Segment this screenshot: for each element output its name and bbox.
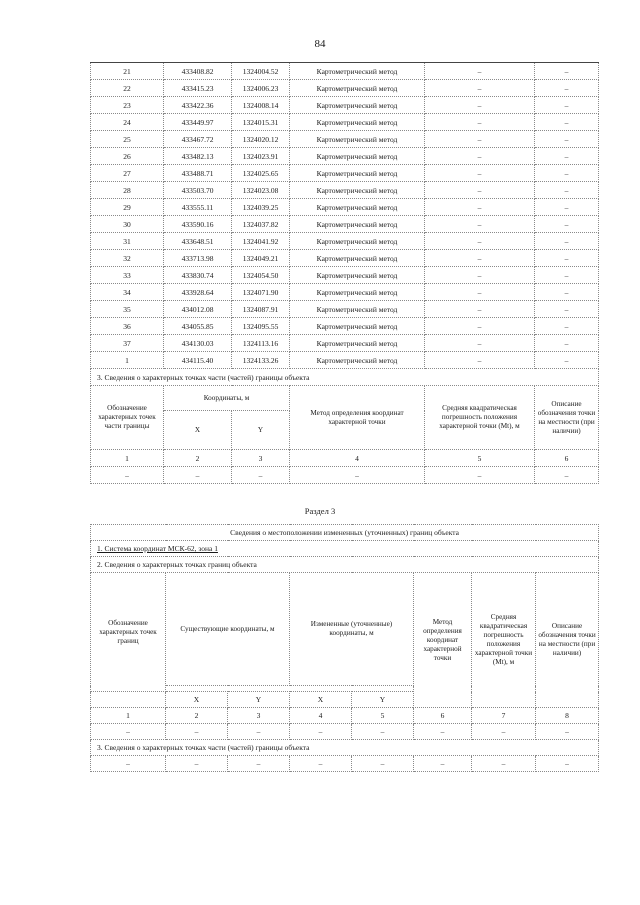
table-cell: Картометрический метод: [290, 352, 425, 369]
col-number: 1: [91, 708, 166, 724]
table-cell: Картометрический метод: [290, 80, 425, 97]
table-cell: 1324020.12: [232, 131, 290, 148]
table-cell: –: [425, 131, 535, 148]
col-number: 2: [164, 450, 232, 467]
table-cell: –: [352, 756, 414, 772]
header-method: Метод определения координат характерной точки: [290, 386, 425, 450]
col-number: 5: [352, 708, 414, 724]
table-cell: 26: [91, 148, 164, 165]
header-changed-coords: Измененные (уточненные) координаты, м: [290, 573, 414, 686]
table-cell: –: [535, 301, 599, 318]
table-cell: 24: [91, 114, 164, 131]
header-blank: [91, 692, 166, 708]
table-cell: 1324049.21: [232, 250, 290, 267]
table-cell: –: [535, 148, 599, 165]
col-number: 8: [536, 708, 599, 724]
table-cell: 31: [91, 233, 164, 250]
col-number: 5: [425, 450, 535, 467]
header-y: Y: [352, 692, 414, 708]
empty-row: [91, 756, 599, 772]
table-cell: 23: [91, 97, 164, 114]
part-note: 3. Сведения о характерных точках части (частей) границы объекта: [91, 740, 599, 756]
table-row: [91, 284, 599, 301]
table-cell: –: [290, 756, 352, 772]
col-number: 7: [472, 708, 536, 724]
table-row: [91, 114, 599, 131]
table-cell: –: [472, 724, 536, 740]
table-row: [91, 216, 599, 233]
table-cell: 1324037.82: [232, 216, 290, 233]
table-cell: 433555.11: [164, 199, 232, 216]
table-cell: 433928.64: [164, 284, 232, 301]
table-cell: 433590.16: [164, 216, 232, 233]
table-row: [91, 131, 599, 148]
table-cell: –: [228, 724, 290, 740]
table-cell: 433713.98: [164, 250, 232, 267]
table-cell: –: [535, 199, 599, 216]
table-row: [91, 182, 599, 199]
table-cell: 433422.36: [164, 97, 232, 114]
table-cell: Картометрический метод: [290, 267, 425, 284]
table-cell: 1324054.50: [232, 267, 290, 284]
part-note-row: [91, 369, 599, 386]
col-number: 4: [290, 708, 352, 724]
table-row: [91, 233, 599, 250]
header-y: Y: [232, 411, 290, 450]
table-cell: 1324087.91: [232, 301, 290, 318]
table-cell: –: [425, 318, 535, 335]
header-accuracy: Средняя квадратическая погрешность положения характерной точки (Mt), м: [425, 386, 535, 450]
table-cell: 34: [91, 284, 164, 301]
table-cell: 36: [91, 318, 164, 335]
table-cell: 1324071.90: [232, 284, 290, 301]
col-number: 6: [414, 708, 472, 724]
table-cell: 434055.85: [164, 318, 232, 335]
header-method: Метод определения координат характерной точки: [414, 573, 472, 708]
table-cell: 37: [91, 335, 164, 352]
table-cell: 1324039.25: [232, 199, 290, 216]
table-cell: –: [425, 267, 535, 284]
header-coordinates: Координаты, м: [164, 386, 290, 411]
table-cell: Картометрический метод: [290, 97, 425, 114]
table-cell: –: [535, 467, 599, 484]
table-row: [91, 352, 599, 369]
table-cell: Картометрический метод: [290, 335, 425, 352]
table-cell: –: [425, 467, 535, 484]
col-number: 2: [166, 708, 228, 724]
table-row: [91, 165, 599, 182]
table-cell: 1324025.65: [232, 165, 290, 182]
header-row-1: [91, 573, 599, 686]
table-cell: 27: [91, 165, 164, 182]
table-cell: 433648.51: [164, 233, 232, 250]
table-cell: 433830.74: [164, 267, 232, 284]
table-cell: –: [425, 114, 535, 131]
table-cell: –: [536, 756, 599, 772]
table-cell: Картометрический метод: [290, 165, 425, 182]
coord-system-text: 1. Система координат МСК-62, зона 1: [97, 544, 218, 553]
table-row: [91, 250, 599, 267]
table-cell: 22: [91, 80, 164, 97]
table-row: [91, 97, 599, 114]
table-cell: –: [535, 318, 599, 335]
table-cell: 1324004.52: [232, 63, 290, 80]
section-title: Раздел 3: [304, 506, 336, 516]
table-cell: –: [166, 724, 228, 740]
boundary-points-table: [90, 62, 599, 484]
table-cell: 433415.23: [164, 80, 232, 97]
table-row: [91, 267, 599, 284]
table-cell: –: [425, 233, 535, 250]
table-cell: Картометрический метод: [290, 182, 425, 199]
table-cell: –: [535, 80, 599, 97]
table-cell: –: [91, 724, 166, 740]
table-cell: Картометрический метод: [290, 148, 425, 165]
table-cell: –: [472, 756, 536, 772]
table-cell: –: [535, 352, 599, 369]
table-title: Сведения о местоположении измененных (уточненных) границ объекта: [91, 525, 599, 541]
table-cell: –: [535, 63, 599, 80]
table-cell: Картометрический метод: [290, 131, 425, 148]
table-cell: –: [290, 467, 425, 484]
table-cell: Картометрический метод: [290, 284, 425, 301]
table-cell: 1324133.26: [232, 352, 290, 369]
table-row: [91, 199, 599, 216]
table-cell: –: [425, 250, 535, 267]
table-cell: –: [166, 756, 228, 772]
table-cell: –: [535, 182, 599, 199]
table-cell: –: [91, 756, 166, 772]
header-description: Описание обозначения точки на местности (при наличии): [535, 386, 599, 450]
header-point-label: Обозначение характерных точек границ: [91, 573, 166, 692]
table-cell: –: [425, 284, 535, 301]
table-cell: –: [414, 756, 472, 772]
table-cell: Картометрический метод: [290, 301, 425, 318]
table-cell: 1324023.91: [232, 148, 290, 165]
table-title-row: [91, 525, 599, 541]
table-cell: –: [164, 467, 232, 484]
table-cell: –: [425, 301, 535, 318]
table-cell: –: [535, 216, 599, 233]
table-cell: 29: [91, 199, 164, 216]
table-cell: –: [425, 352, 535, 369]
table-cell: 1: [91, 352, 164, 369]
table-cell: 433467.72: [164, 131, 232, 148]
table-cell: –: [425, 148, 535, 165]
table-cell: Картометрический метод: [290, 216, 425, 233]
table-cell: Картометрический метод: [290, 199, 425, 216]
col-number: 4: [290, 450, 425, 467]
table-row: [91, 335, 599, 352]
empty-row: [91, 724, 599, 740]
table-cell: –: [425, 199, 535, 216]
coord-system-row: [91, 541, 599, 557]
part-note: 3. Сведения о характерных точках части (частей) границы объекта: [91, 369, 599, 386]
coord-system: [91, 541, 599, 557]
table-cell: –: [425, 335, 535, 352]
table-row: [91, 80, 599, 97]
table-cell: 1324023.08: [232, 182, 290, 199]
page-number: 84: [314, 38, 326, 50]
table-row: [91, 63, 599, 80]
table-cell: Картометрический метод: [290, 63, 425, 80]
column-number-row: [91, 450, 599, 467]
part-header-row-1: [91, 386, 599, 411]
table-cell: –: [228, 756, 290, 772]
table-cell: 1324095.55: [232, 318, 290, 335]
table-cell: 1324113.16: [232, 335, 290, 352]
table-cell: –: [535, 97, 599, 114]
table-cell: 433408.82: [164, 63, 232, 80]
header-description: Описание обозначения точки на местности (при наличии): [536, 573, 599, 708]
table-cell: –: [535, 114, 599, 131]
empty-row: [91, 467, 599, 484]
header-y: Y: [228, 692, 290, 708]
table-cell: 434130.03: [164, 335, 232, 352]
table-cell: 1324006.23: [232, 80, 290, 97]
table-cell: Картометрический метод: [290, 114, 425, 131]
header-x: X: [166, 692, 228, 708]
table-cell: 433449.97: [164, 114, 232, 131]
table-cell: Картометрический метод: [290, 233, 425, 250]
table-cell: –: [536, 724, 599, 740]
table-cell: –: [535, 267, 599, 284]
table-cell: –: [414, 724, 472, 740]
table-cell: 1324008.14: [232, 97, 290, 114]
table-cell: 434012.08: [164, 301, 232, 318]
header-point-label: Обозначение характерных точек части границы: [91, 386, 164, 450]
points-note-row: [91, 557, 599, 573]
boundary-points-body: [91, 63, 599, 369]
table-cell: 21: [91, 63, 164, 80]
col-number: 3: [232, 450, 290, 467]
points-note: 2. Сведения о характерных точках границ объекта: [91, 557, 599, 573]
table-cell: –: [425, 97, 535, 114]
part-note-row: [91, 740, 599, 756]
table-cell: 33: [91, 267, 164, 284]
table-cell: –: [232, 467, 290, 484]
table-cell: 28: [91, 182, 164, 199]
table-cell: Картометрический метод: [290, 318, 425, 335]
header-existing-coords: Существующие координаты, м: [166, 573, 290, 686]
column-number-row: [91, 708, 599, 724]
table-cell: –: [535, 335, 599, 352]
table-cell: –: [425, 165, 535, 182]
table-cell: Картометрический метод: [290, 250, 425, 267]
table-cell: 433503.70: [164, 182, 232, 199]
table-row: [91, 318, 599, 335]
table-cell: –: [425, 182, 535, 199]
table-cell: –: [91, 467, 164, 484]
col-number: 3: [228, 708, 290, 724]
table-cell: 25: [91, 131, 164, 148]
table-cell: –: [535, 131, 599, 148]
table-cell: –: [535, 250, 599, 267]
col-number: 1: [91, 450, 164, 467]
table-cell: 434115.40: [164, 352, 232, 369]
table-cell: –: [425, 63, 535, 80]
header-x: X: [164, 411, 232, 450]
table-cell: 433488.71: [164, 165, 232, 182]
table-cell: 1324015.31: [232, 114, 290, 131]
table-cell: –: [425, 216, 535, 233]
table-row: [91, 148, 599, 165]
table-cell: 1324041.92: [232, 233, 290, 250]
col-number: 6: [535, 450, 599, 467]
table-cell: –: [535, 284, 599, 301]
table-cell: –: [535, 165, 599, 182]
table-cell: –: [535, 233, 599, 250]
table-row: [91, 301, 599, 318]
table-cell: 35: [91, 301, 164, 318]
table-cell: 433482.13: [164, 148, 232, 165]
table-cell: 32: [91, 250, 164, 267]
changed-boundaries-table: [90, 524, 599, 772]
header-x: X: [290, 692, 352, 708]
table-cell: –: [352, 724, 414, 740]
header-accuracy: Средняя квадратическая погрешность положения характерной точки (Mt), м: [472, 573, 536, 708]
table-cell: –: [290, 724, 352, 740]
table-cell: 30: [91, 216, 164, 233]
table-cell: –: [425, 80, 535, 97]
